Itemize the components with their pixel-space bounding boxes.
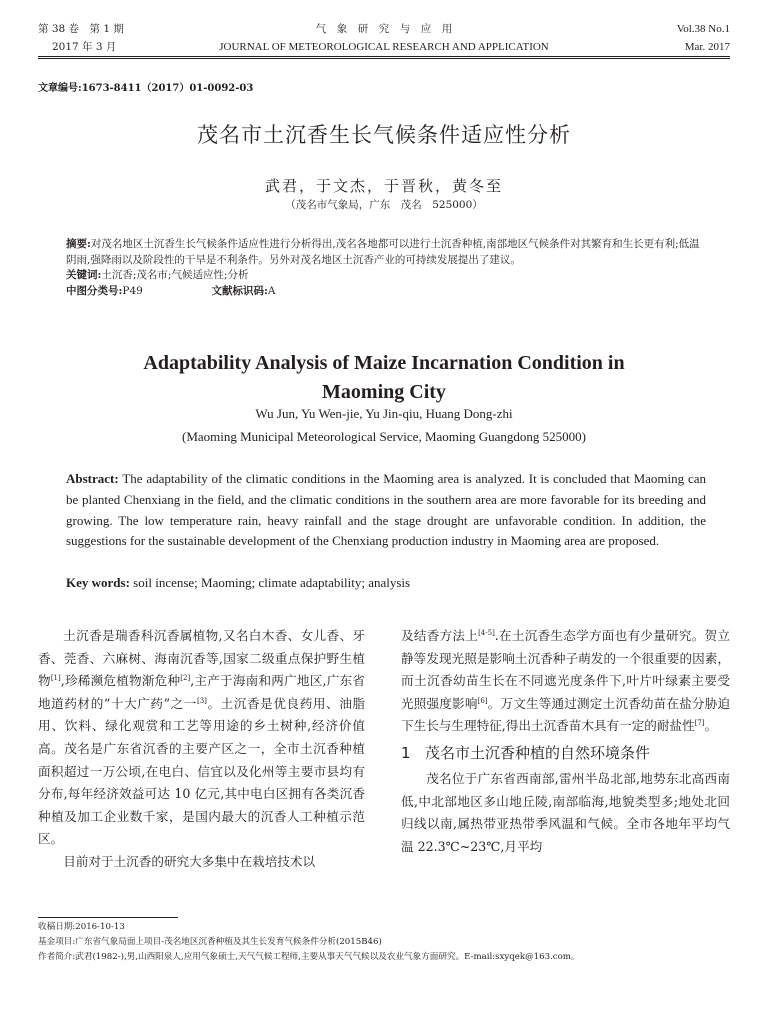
- volume-issue-en: Vol.38 No.1: [676, 23, 730, 35]
- doc-code-value: A: [267, 284, 276, 297]
- body-text: 。: [704, 718, 718, 734]
- body-text: 及结香方法上: [401, 628, 479, 643]
- citation: [6]: [477, 696, 488, 705]
- title-en-line1: Adaptability Analysis of Maize Incarnation Condition in: [143, 352, 625, 374]
- date-en: Mar. 2017: [684, 41, 730, 53]
- keywords-cn-text: 土沉香;茂名市;气候适应性;分析: [101, 269, 249, 281]
- body-text: 。万文生等通过测定土沉香幼苗在盐分胁迫下生长与生理特征,得出土沉香苗木具有一定的耐盐性: [401, 695, 731, 734]
- header-rule: [38, 56, 730, 57]
- abstract-cn: [66, 237, 706, 299]
- title-en-line2: Maoming City: [322, 381, 446, 403]
- abstract-en-label: Abstract:: [66, 471, 119, 486]
- citation: [7]: [694, 719, 705, 728]
- article-number: 文章编号:1673-8411（2017）01-0092-03: [38, 83, 254, 94]
- citation: [1]: [50, 674, 61, 682]
- citation: [2]: [180, 674, 191, 682]
- classification-row: [66, 284, 706, 300]
- header-rule-thin: [38, 58, 730, 59]
- doc-code-label: 文献标识码:: [211, 284, 268, 297]
- section-number: 1: [401, 743, 411, 762]
- affiliation-cn: （茂名市气象局，广东 茂名 525000）: [285, 199, 483, 211]
- author-bio: 作者简介:武君(1982-),男,山西阳泉人,应用气象硕士,天气气候工程师,主要从事天气气候以及农业气象方面研究。E-mail:sxyqek@163.com。: [38, 952, 580, 962]
- class-number-label: 中图分类号:: [66, 284, 123, 297]
- abstract-cn-paragraph: [66, 237, 706, 268]
- volume-issue-cn: 第 38 卷 第 1 期: [38, 23, 124, 35]
- received-date: 收稿日期:2016-10-13: [38, 922, 125, 932]
- keywords-en-label: Key words:: [66, 575, 130, 590]
- body-text: 。土沉香是优良药用、油脂用、饮料、绿化观赏和工艺等用途的乡土树种,经济价值高。茂名是广东省沉香的主要产区之一，全市土沉香种植面积超过一万公顷,在电白、信宜以及化州等主要市县均有分布,每年经济效益可达 10 亿元,其中电白区拥有各类沉香种植及加工企业数千家，是国内最大的沉香人工种植示范区。: [38, 695, 365, 847]
- section-title: 茂名市土沉香种植的自然环境条件: [425, 743, 651, 762]
- affiliation-en: (Maoming Municipal Meteorological Service, Maoming Guangdong 525000): [181, 429, 586, 444]
- abstract-cn-text: 对茂名地区土沉香生长气候条件适应性进行分析得出,茂名各地都可以进行土沉香种植,南部地区气候条件对其繁育和生长更有利;低温阴雨,强降雨以及阶段性的干旱是不利条件。另外对茂名地区土沉香产业的可持续发展提出了建议。: [66, 238, 700, 266]
- footnotes: [38, 920, 738, 965]
- body-paragraph: [401, 625, 730, 738]
- journal-name-cn: 气 象 研 究 与 应 用: [315, 23, 453, 35]
- abstract-cn-label: 摘要:: [66, 238, 91, 250]
- body-paragraph: 目前对于土沉香的研究大多集中在栽培技术以: [63, 853, 316, 869]
- body-right-column: [401, 625, 730, 858]
- keywords-cn-label: 关键词:: [66, 269, 102, 281]
- body-paragraph: [38, 625, 365, 851]
- authors-cn: 武君，于文杰，于晋秋，黄冬至: [264, 177, 503, 195]
- keywords-en: [66, 575, 410, 591]
- citation: [3]: [196, 696, 207, 705]
- journal-name-en: JOURNAL OF METEOROLOGICAL RESEARCH AND APPLICATION: [219, 41, 549, 53]
- date-cn: 2017 年 3 月: [52, 41, 117, 53]
- authors-en: Wu Jun, Yu Wen-jie, Yu Jin-qiu, Huang Dong-zhi: [255, 406, 513, 421]
- body-text: .在土沉香生态学方面也有少量研究。贺立静等发现光照是影响土沉香种子萌发的一个很重要的因素，而土沉香幼苗生长在不同遮光度条件下,叶片叶绿素主要受光照强度影响: [401, 628, 730, 711]
- body-left-column: [38, 625, 365, 874]
- section-heading: [401, 742, 730, 764]
- abstract-en: [66, 469, 706, 552]
- title-en: [0, 349, 768, 407]
- citation: [4-5]: [478, 628, 495, 637]
- class-number-value: P49: [122, 284, 143, 297]
- abstract-en-text: The adaptability of the climatic conditions in the Maoming area is analyzed. It is concluded that Maoming can be planted Chenxiang in the field, and the climatic conditions in the southern area are more favorable for its breeding and growing. The low temperature rain, heavy rainfall and the stage drought are unfavorable condition. In addition, the suggestions for the sustainable development of the Chenxiang production industry in Maoming area are proposed.: [66, 471, 707, 549]
- keywords-cn: [66, 268, 706, 284]
- body-text: 土沉香是瑞香科沉香属植物,又名白木香、女儿香、牙香、莞香、六麻树、海南沉香等,国家二级重点保护野生植物: [38, 628, 365, 689]
- body-paragraph: 茂名位于广东省西南部,雷州半岛北部,地势东北高西南低,中北部地区多山地丘陵,南部临海,地貌类型多;地处北回归线以南,属热带亚热带季风温和气候。全市各地年平均气温 22.3℃~23℃,月平均: [401, 770, 730, 854]
- body-text: ,珍稀濒危植物渐危种: [60, 673, 181, 689]
- footnote-rule: [38, 917, 178, 918]
- keywords-en-text: soil incense; Maoming; climate adaptability; analysis: [133, 575, 411, 590]
- body-text: ,主产于海南和两广地区,广东省地道药材的“十大广药”之一: [38, 673, 365, 711]
- title-cn: 茂名市土沉香生长气候条件适应性分析: [197, 123, 571, 147]
- fund-note: 基金项目:广东省气象局面上项目-茂名地区沉香种植及其生长发育气候条件分析(2015B46): [38, 937, 382, 947]
